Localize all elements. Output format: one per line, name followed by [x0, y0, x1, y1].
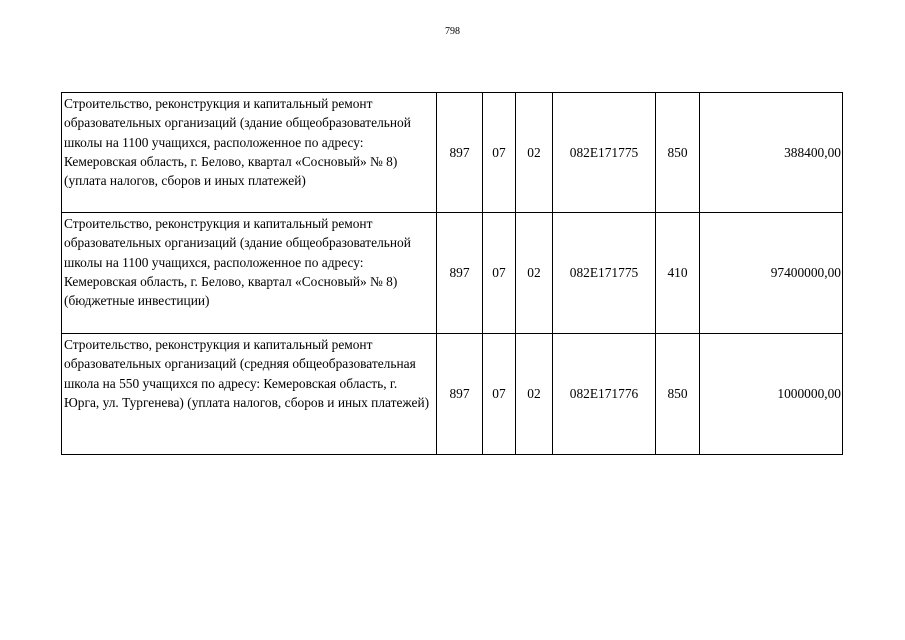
row-description: Строительство, реконструкция и капитальный ремонт образовательных организаций (здание общеобразовательной школы на 1100 учащихся, расположенное по адресу: Кемеровская область, г. Белово, квартал «Сосновый» № 8) (бюджетные инвестиции) [62, 213, 437, 334]
target-article-code: 082Е171775 [553, 213, 656, 334]
table-row [62, 213, 843, 334]
section-code: 07 [483, 93, 516, 213]
target-article-code: 082Е171776 [553, 334, 656, 455]
section-code: 07 [483, 334, 516, 455]
subsection-code: 02 [516, 334, 553, 455]
table-row [62, 93, 843, 213]
row-description: Строительство, реконструкция и капитальный ремонт образовательных организаций (здание общеобразовательной школы на 1100 учащихся, расположенное по адресу: Кемеровская область, г. Белово, квартал «Сосновый» № 8) (уплата налогов, сборов и иных платежей) [62, 93, 437, 213]
amount: 388400,00 [700, 93, 843, 213]
ministry-code: 897 [437, 93, 483, 213]
row-description: Строительство, реконструкция и капитальный ремонт образовательных организаций (средняя общеобразовательная школа на 550 учащихся по адресу: Кемеровская область, г. Юрга, ул. Тургенева) (уплата налогов, сборов и иных платежей) [62, 334, 437, 455]
expense-type-code: 850 [656, 93, 700, 213]
subsection-code: 02 [516, 93, 553, 213]
subsection-code: 02 [516, 213, 553, 334]
amount: 1000000,00 [700, 334, 843, 455]
target-article-code: 082Е171775 [553, 93, 656, 213]
table-row [62, 334, 843, 455]
section-code: 07 [483, 213, 516, 334]
amount: 97400000,00 [700, 213, 843, 334]
ministry-code: 897 [437, 213, 483, 334]
expense-type-code: 850 [656, 334, 700, 455]
budget-table [61, 92, 843, 455]
ministry-code: 897 [437, 334, 483, 455]
expense-type-code: 410 [656, 213, 700, 334]
page-number: 798 [445, 26, 460, 37]
